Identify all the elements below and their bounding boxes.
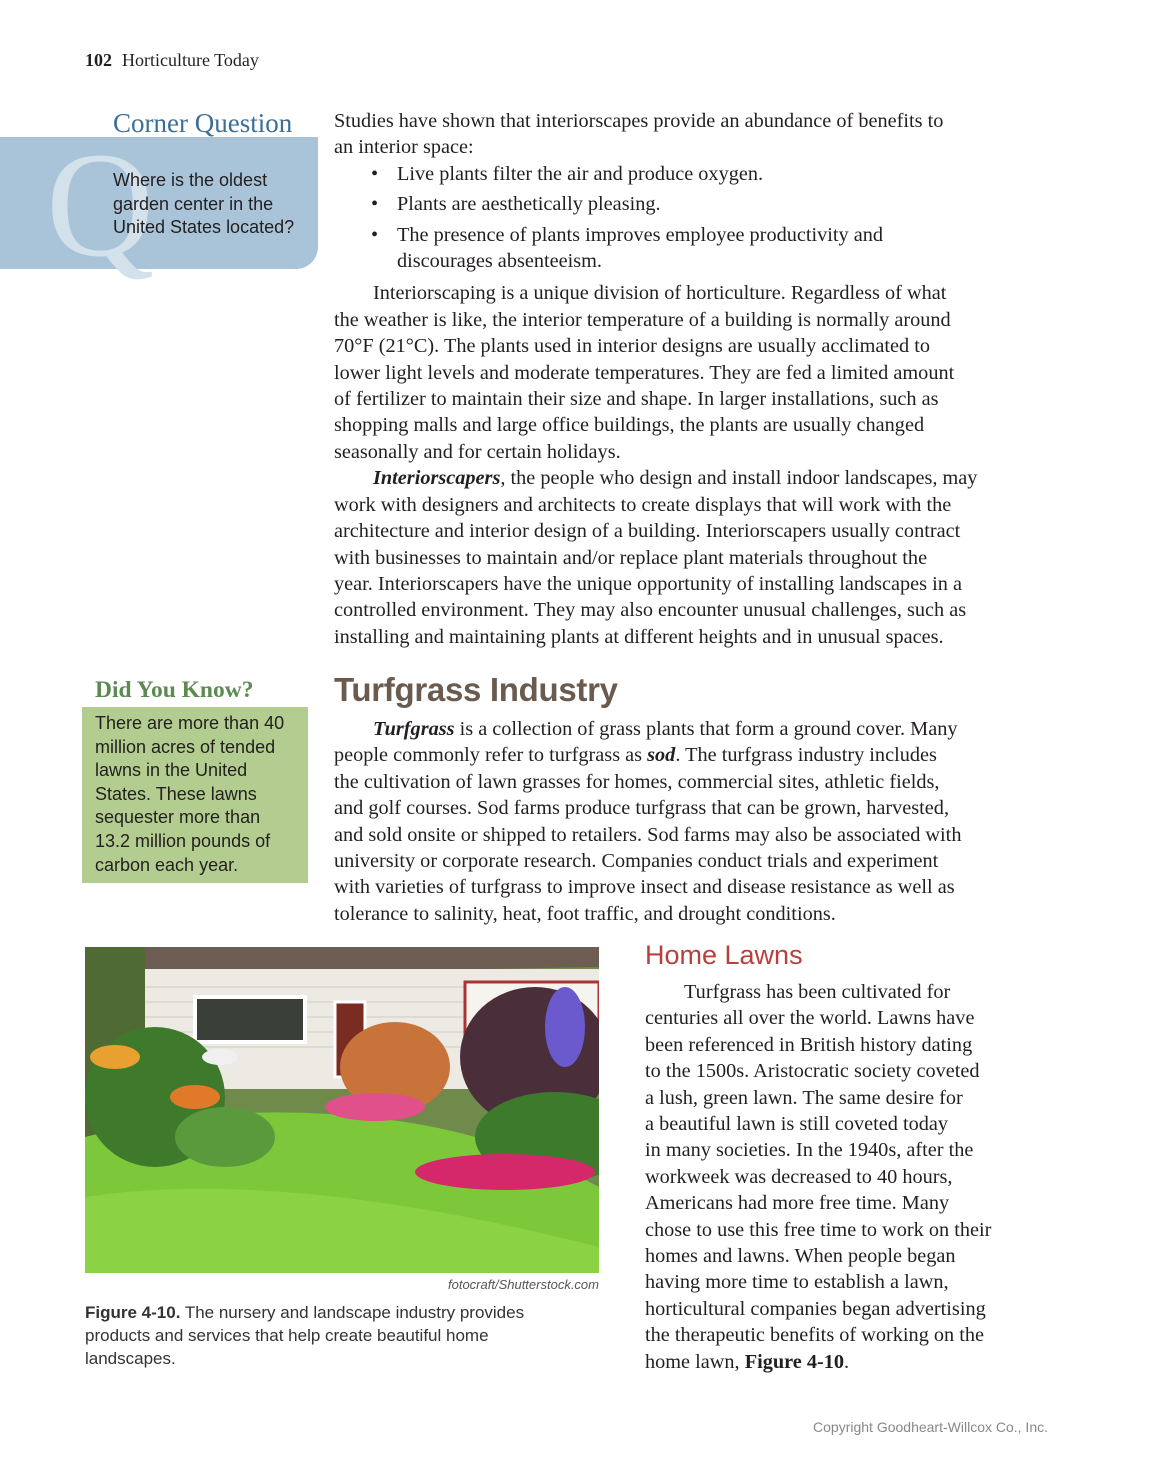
text-line: having more time to establish a lawn, — [645, 1271, 949, 1294]
interiorscapers-paragraph — [334, 465, 977, 650]
text-segment: , the people who design and install indoor landscapes, may — [500, 467, 978, 490]
text-line — [334, 716, 961, 742]
figure-label: Figure 4-10. — [85, 1303, 181, 1322]
text-line: lawns in the United — [95, 760, 248, 781]
text-segment: people commonly refer to turfgrass as — [334, 744, 648, 767]
text-line: in many societies. In the 1940s, after the — [645, 1139, 974, 1162]
did-you-know-text — [95, 712, 284, 877]
text-segment: . The turfgrass industry includes — [675, 744, 937, 767]
book-title: Horticulture Today — [122, 50, 259, 70]
text-line — [334, 465, 977, 491]
text-segment: . — [844, 1350, 850, 1373]
text-line: • Plants are aesthetically pleasing. — [397, 193, 661, 216]
text-line: Studies have shown that interiorscapes provide an abundance of benefits to — [334, 110, 944, 132]
garden-house-image — [85, 947, 599, 1273]
emphasized-term: Turfgrass — [373, 718, 455, 740]
list-item — [334, 161, 977, 187]
text-line: 70°F (21°C). The plants used in interior designs are usually acclimated to — [334, 335, 930, 358]
list-item — [334, 222, 977, 275]
text-line: horticultural companies began advertising — [645, 1297, 986, 1320]
subheading-home-lawns: Home Lawns — [645, 940, 803, 970]
text-line: tolerance to salinity, heat, foot traffic, and drought conditions. — [334, 902, 836, 925]
text-line: installing and maintaining plants at different heights and in unusual spaces. — [334, 625, 944, 648]
corner-question-title: Corner Question — [113, 108, 293, 138]
turfgrass-paragraph — [334, 716, 961, 927]
intro-paragraph — [334, 108, 977, 161]
text-line: homes and lawns. When people began — [645, 1245, 956, 1268]
text-line: a beautiful lawn is still coveted today — [645, 1113, 949, 1136]
text-line: with varieties of turfgrass to improve insect and disease resistance as well as — [334, 876, 955, 899]
q-letter-decoration: Q — [46, 122, 155, 288]
emphasized-term: Interiorscapers — [373, 467, 501, 490]
corner-question-text — [113, 169, 294, 240]
text-segment: is a collection of grass plants that form a ground cover. Many — [454, 718, 958, 740]
text-line: a lush, green lawn. The same desire for — [645, 1086, 963, 1109]
text-segment: home lawn, — [645, 1350, 745, 1373]
text-line: shopping malls and large office buildings, the plants are usually changed — [334, 414, 925, 437]
text-line: United States located? — [113, 217, 295, 237]
text-line: chose to use this free time to work on their — [645, 1218, 992, 1241]
text-line: lower light levels and moderate temperatures. They are fed a limited amount — [334, 361, 955, 384]
figure-photo-landscape — [85, 947, 599, 1273]
did-you-know-title: Did You Know? — [95, 677, 254, 703]
text-line: Where is the oldest — [113, 170, 268, 190]
caption-line: landscapes. — [85, 1349, 176, 1368]
running-header — [85, 50, 259, 71]
section-heading-turfgrass: Turfgrass Industry — [334, 671, 618, 708]
text-line: • Live plants filter the air and produce oxygen. — [397, 162, 764, 185]
caption-line: products and services that help create beautiful home — [85, 1326, 489, 1345]
text-line: been referenced in British history dating — [645, 1033, 973, 1056]
text-line: carbon each year. — [95, 854, 239, 875]
text-line: of fertilizer to maintain their size and shape. In larger installations, such as — [334, 388, 939, 411]
text-line: Americans had more free time. Many — [645, 1192, 950, 1215]
text-line: There are more than 40 — [95, 713, 285, 733]
intro-section — [334, 108, 977, 650]
text-line: to the 1500s. Aristocratic society coveted — [645, 1060, 980, 1083]
text-line: architecture and interior design of a building. Interiorscapers usually contract — [334, 520, 961, 543]
text-line: the weather is like, the interior temperature of a building is normally around — [334, 308, 951, 331]
list-item — [334, 191, 977, 217]
text-line: workweek was decreased to 40 hours, — [645, 1165, 953, 1188]
text-line: garden center in the — [113, 193, 274, 214]
text-line: Interiorscaping is a unique division of horticulture. Regardless of what — [373, 282, 947, 305]
text-line: with businesses to maintain and/or replace plant materials throughout the — [334, 546, 928, 569]
text-line: the cultivation of lawn grasses for homes, commercial sites, athletic fields, — [334, 770, 940, 793]
text-line: and golf courses. Sod farms produce turfgrass that can be grown, harvested, — [334, 797, 950, 820]
text-line: discourages absenteeism. — [397, 250, 603, 273]
home-lawns-paragraph — [645, 979, 991, 1375]
text-line — [645, 1349, 991, 1375]
text-line: million acres of tended — [95, 736, 276, 757]
text-line: the therapeutic benefits of working on the — [645, 1324, 985, 1347]
copyright-footer: Copyright Goodheart-Willcox Co., Inc. — [813, 1419, 1048, 1435]
text-line: controlled environment. They may also encounter unusual challenges, such as — [334, 599, 967, 622]
photo-credit: fotocraft/Shutterstock.com — [447, 1277, 599, 1292]
text-line: university or corporate research. Companies conduct trials and experiment — [334, 850, 939, 873]
text-line: and sold onsite or shipped to retailers. Sod farms may also be associated with — [334, 823, 962, 846]
text-line: sequester more than — [95, 807, 261, 828]
text-line — [334, 742, 961, 768]
text-line: year. Interiorscapers have the unique opportunity of installing landscapes in a — [334, 572, 962, 595]
figure-caption — [85, 1301, 524, 1370]
text-line: an interior space: — [334, 136, 474, 159]
page-number: 102 — [85, 50, 112, 70]
text-line: work with designers and architects to create displays that will work with the — [334, 493, 952, 516]
text-line: seasonally and for certain holidays. — [334, 440, 621, 463]
emphasized-term: Figure 4-10 — [744, 1350, 845, 1373]
text-line: States. These lawns — [95, 783, 257, 804]
text-line: 13.2 million pounds of — [95, 830, 271, 851]
emphasized-term: sod — [647, 744, 676, 767]
text-line: centuries all over the world. Lawns have — [645, 1007, 975, 1030]
text-line: • The presence of plants improves employee productivity and — [397, 223, 884, 246]
caption-line: The nursery and landscape industry provides — [180, 1303, 525, 1322]
benefits-list — [334, 161, 977, 275]
text-line: Turfgrass has been cultivated for — [684, 981, 951, 1003]
interiorscaping-paragraph — [334, 280, 977, 465]
